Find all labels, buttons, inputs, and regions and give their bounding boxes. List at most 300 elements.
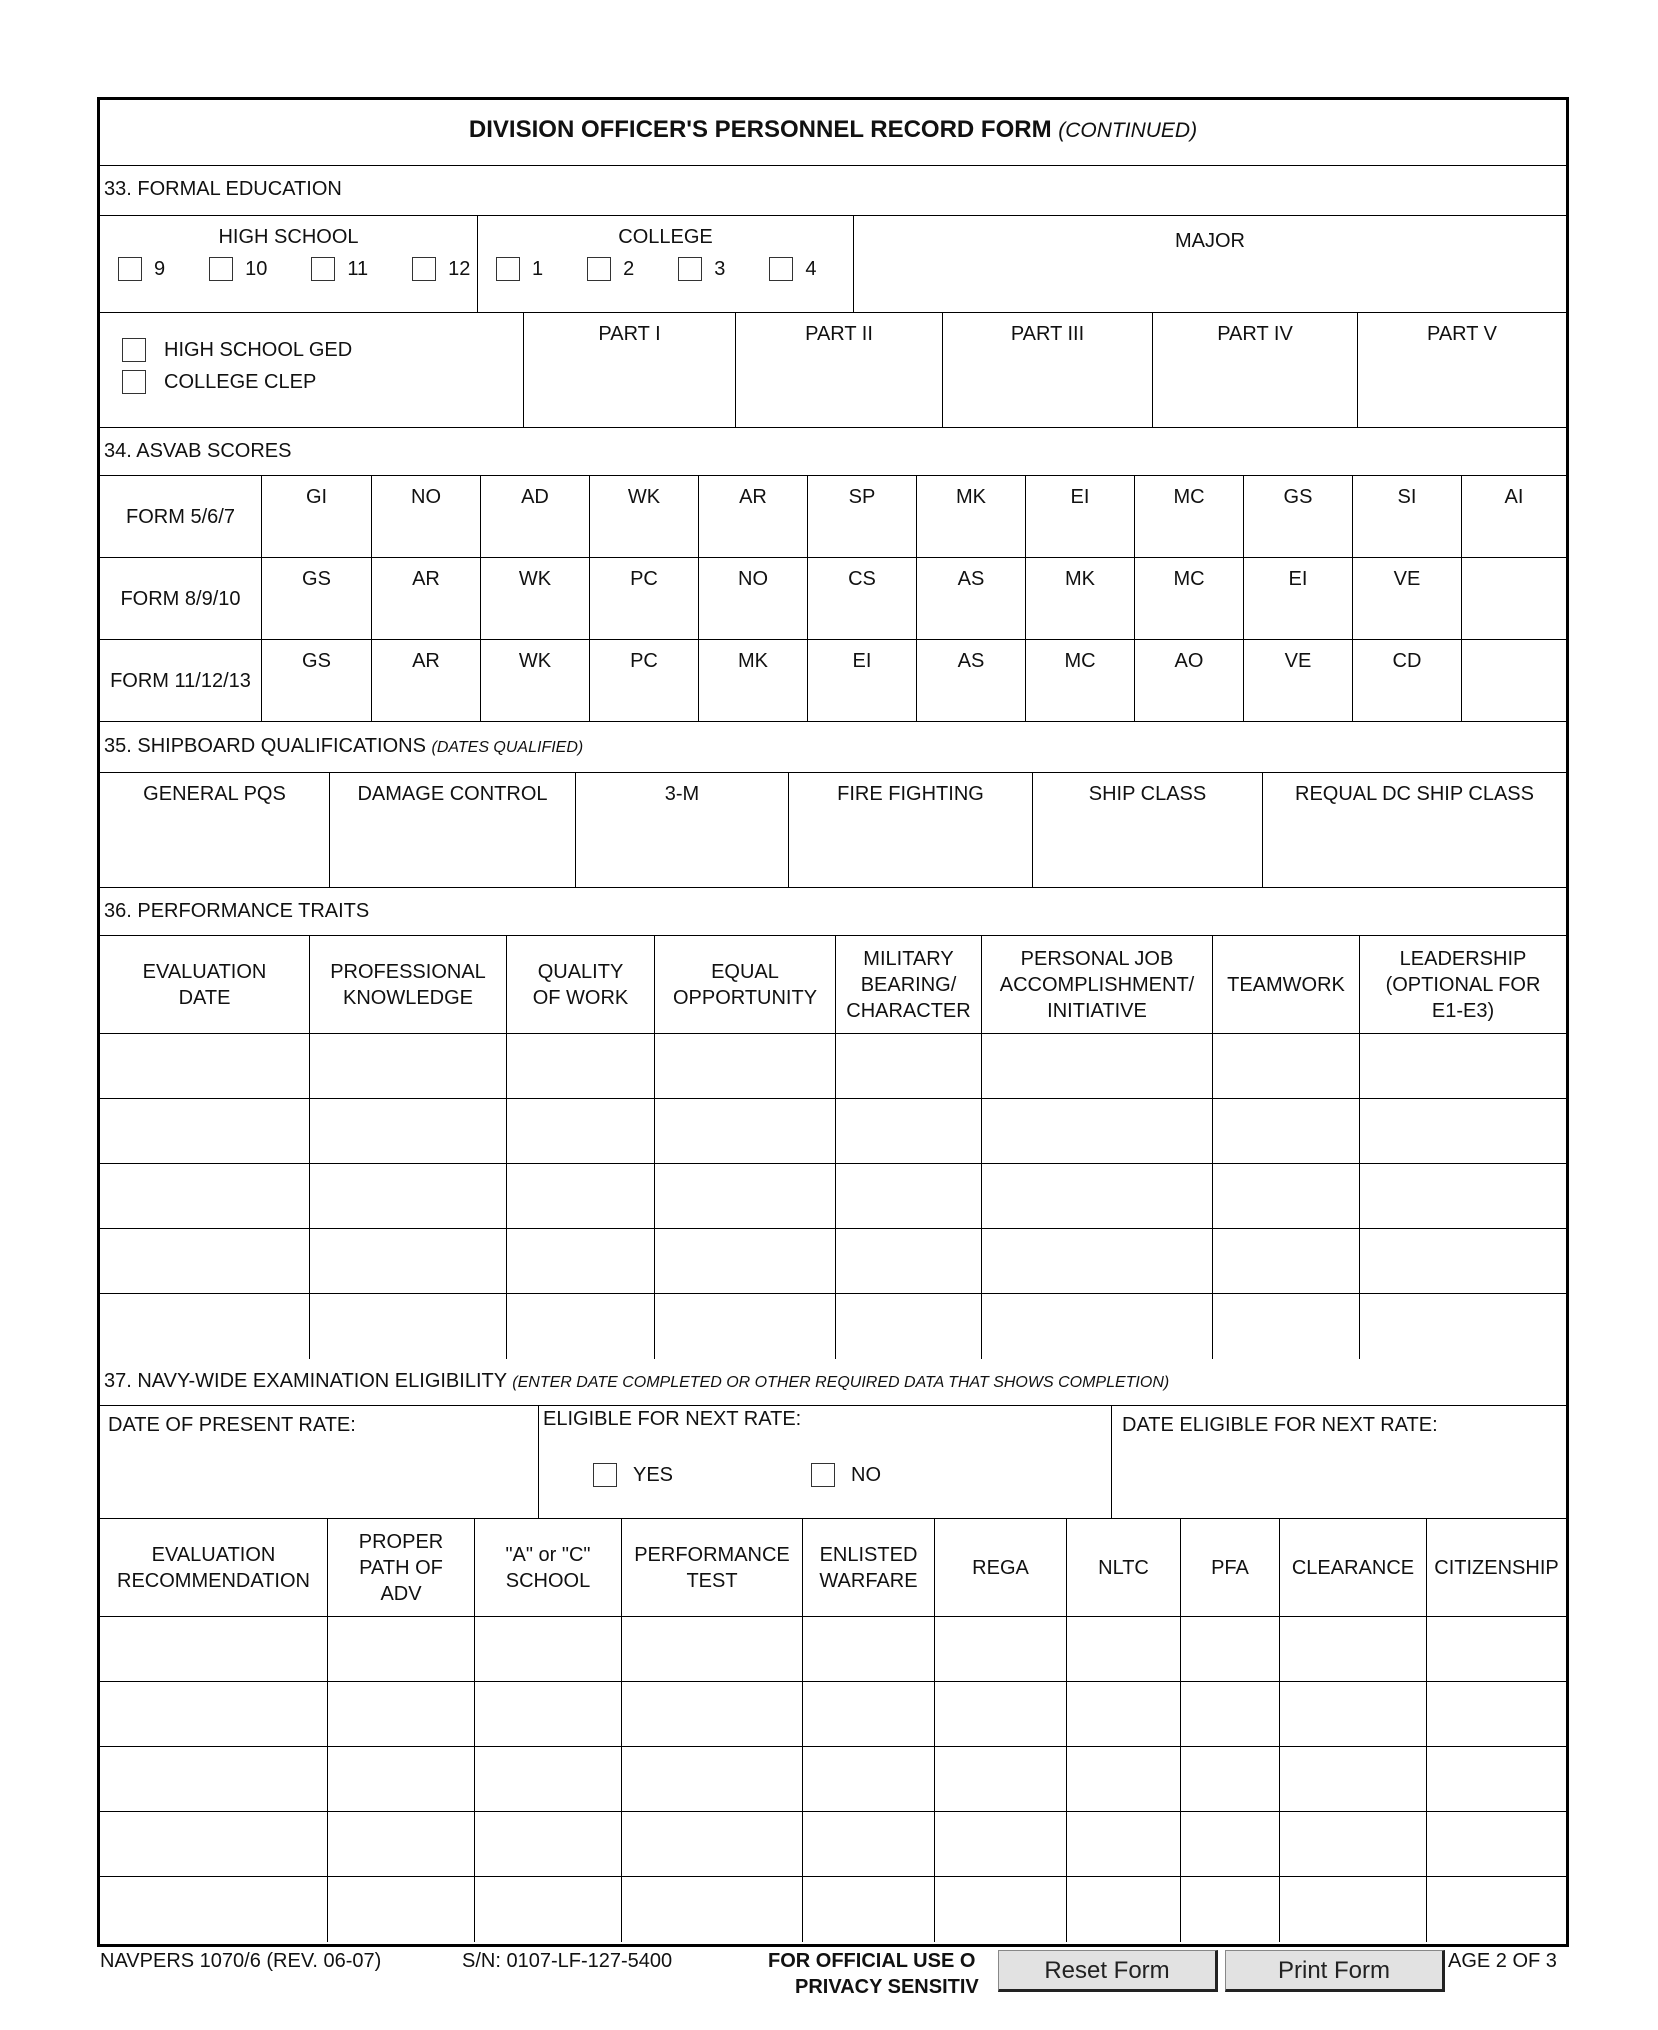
exam-header-line: EVALUATION bbox=[151, 1543, 276, 1566]
trait-cell[interactable] bbox=[507, 1034, 655, 1098]
section-37-heading bbox=[100, 1358, 1566, 1406]
college-year-option bbox=[678, 256, 725, 282]
asvab-score-label: GS bbox=[1283, 486, 1313, 508]
exam-cell[interactable] bbox=[1181, 1877, 1280, 1942]
shipboard-quals-row bbox=[100, 773, 1566, 888]
trait-cell[interactable] bbox=[982, 1099, 1213, 1163]
asvab-score-cell[interactable] bbox=[1244, 558, 1353, 639]
trait-cell[interactable] bbox=[507, 1294, 655, 1359]
exam-header-line: "A" or "C" bbox=[505, 1543, 591, 1566]
trait-header-line: QUALITY bbox=[537, 960, 624, 983]
asvab-score-label: WK bbox=[518, 568, 552, 590]
exam-cell[interactable] bbox=[1181, 1812, 1280, 1876]
exam-cell[interactable] bbox=[1067, 1682, 1181, 1746]
exam-cell[interactable] bbox=[1427, 1617, 1566, 1681]
asvab-row bbox=[100, 476, 1566, 558]
exam-header-line: REGA bbox=[972, 1556, 1029, 1579]
trait-cell[interactable] bbox=[655, 1164, 836, 1228]
trait-cell[interactable] bbox=[655, 1099, 836, 1163]
rate-eligibility-row bbox=[100, 1406, 1566, 1519]
part-2-label: PART II bbox=[805, 323, 873, 345]
yes-checkbox[interactable] bbox=[593, 1463, 617, 1487]
trait-header-line: BEARING/ bbox=[860, 973, 957, 996]
asvab-score-label: AR bbox=[739, 486, 767, 508]
qualification-label: GENERAL PQS bbox=[143, 783, 286, 805]
form-number: NAVPERS 1070/6 (REV. 06-07) bbox=[100, 1950, 382, 1972]
high-school-grade-label: 10 bbox=[245, 258, 268, 280]
exam-header-line: PROPER bbox=[358, 1530, 444, 1553]
asvab-score-label: NO bbox=[738, 568, 768, 590]
trait-cell[interactable] bbox=[310, 1294, 507, 1359]
trait-header-cell bbox=[1213, 936, 1360, 1033]
trait-cell[interactable] bbox=[982, 1164, 1213, 1228]
trait-cell[interactable] bbox=[100, 1164, 310, 1228]
high-school-grade-label: 12 bbox=[448, 258, 471, 280]
asvab-score-label: EI bbox=[1070, 486, 1090, 508]
trait-cell[interactable] bbox=[982, 1294, 1213, 1359]
trait-cell[interactable] bbox=[310, 1034, 507, 1098]
trait-cell[interactable] bbox=[836, 1294, 982, 1359]
clep-checkbox[interactable] bbox=[122, 370, 146, 394]
trait-cell[interactable] bbox=[655, 1294, 836, 1359]
asvab-score-label: GS bbox=[302, 650, 331, 672]
trait-cell[interactable] bbox=[507, 1164, 655, 1228]
exam-header-line: PERFORMANCE bbox=[634, 1543, 790, 1566]
exam-cell[interactable] bbox=[1280, 1747, 1427, 1811]
date-eligible-next-rate-label: DATE ELIGIBLE FOR NEXT RATE: bbox=[1122, 1414, 1438, 1436]
high-school-grade-label: 11 bbox=[347, 258, 369, 280]
exam-cell[interactable] bbox=[100, 1682, 328, 1746]
stock-number: S/N: 0107-LF-127-5400 bbox=[462, 1950, 673, 1972]
exam-header-line: CITIZENSHIP bbox=[1434, 1556, 1559, 1579]
yes-label: YES bbox=[633, 1464, 674, 1486]
asvab-score-cell[interactable] bbox=[372, 640, 481, 721]
asvab-score-cell[interactable] bbox=[1135, 640, 1244, 721]
asvab-form-cell bbox=[100, 640, 262, 721]
qualification-label: 3-M bbox=[664, 783, 700, 805]
asvab-score-label: AS bbox=[957, 650, 985, 672]
trait-header-label bbox=[1360, 936, 1566, 1033]
trait-row bbox=[100, 1229, 1566, 1294]
asvab-score-cell[interactable] bbox=[1244, 476, 1353, 557]
form-title-text: DIVISION OFFICER'S PERSONNEL RECORD FORM bbox=[468, 116, 1052, 143]
asvab-score-cell[interactable] bbox=[1244, 640, 1353, 721]
asvab-score-cell[interactable] bbox=[808, 476, 917, 557]
trait-cell[interactable] bbox=[1213, 1034, 1360, 1098]
trait-cell[interactable] bbox=[310, 1099, 507, 1163]
exam-cell[interactable] bbox=[803, 1682, 935, 1746]
trait-header-cell bbox=[982, 936, 1213, 1033]
trait-cell[interactable] bbox=[982, 1034, 1213, 1098]
exam-header-line: NLTC bbox=[1098, 1556, 1149, 1579]
section-37-heading-row bbox=[100, 1358, 1566, 1406]
asvab-score-label: VE bbox=[1284, 650, 1312, 672]
exam-cell[interactable] bbox=[1427, 1682, 1566, 1746]
exam-cell[interactable] bbox=[328, 1617, 475, 1681]
college-year-option bbox=[769, 256, 816, 282]
section-35-note: (DATES QUALIFIED) bbox=[431, 739, 584, 756]
college-year-label: 4 bbox=[805, 258, 817, 280]
exam-header-cell bbox=[1427, 1519, 1566, 1616]
asvab-score-cell[interactable] bbox=[699, 476, 808, 557]
exam-cell[interactable] bbox=[1280, 1877, 1427, 1942]
trait-header-line: KNOWLEDGE bbox=[342, 986, 474, 1009]
part-4-cell[interactable] bbox=[1153, 313, 1358, 427]
asvab-score-label: AR bbox=[412, 568, 440, 590]
trait-cell[interactable] bbox=[1360, 1294, 1566, 1359]
section-36-heading: 36. PERFORMANCE TRAITS bbox=[104, 900, 370, 922]
trait-cell[interactable] bbox=[310, 1229, 507, 1293]
exam-cell[interactable] bbox=[100, 1617, 328, 1681]
asvab-score-cell[interactable] bbox=[1353, 640, 1462, 721]
exam-cell[interactable] bbox=[803, 1747, 935, 1811]
exam-header-label bbox=[328, 1519, 474, 1616]
eligible-next-rate-cell bbox=[539, 1406, 1112, 1518]
trait-cell[interactable] bbox=[1213, 1099, 1360, 1163]
page-number: AGE 2 OF 3 bbox=[1448, 1950, 1557, 1972]
asvab-row bbox=[100, 640, 1566, 722]
section-35-heading bbox=[100, 723, 1566, 771]
trait-cell[interactable] bbox=[507, 1099, 655, 1163]
asvab-score-label: AR bbox=[412, 650, 440, 672]
exam-cell[interactable] bbox=[935, 1682, 1067, 1746]
asvab-score-label: SI bbox=[1397, 486, 1417, 508]
form-title-row bbox=[100, 100, 1566, 166]
exam-cell[interactable] bbox=[1181, 1617, 1280, 1681]
exam-header-cell bbox=[1280, 1519, 1427, 1616]
asvab-score-label: GI bbox=[305, 486, 328, 508]
asvab-score-cell[interactable] bbox=[808, 558, 917, 639]
trait-cell[interactable] bbox=[836, 1034, 982, 1098]
asvab-score-cell[interactable] bbox=[1026, 558, 1135, 639]
privacy-notice: PRIVACY SENSITIV bbox=[795, 1976, 979, 1998]
asvab-score-label: EI bbox=[852, 650, 872, 672]
part-5-cell[interactable] bbox=[1358, 313, 1566, 427]
fouo-notice: FOR OFFICIAL USE O bbox=[768, 1950, 976, 1972]
exam-cell[interactable] bbox=[328, 1812, 475, 1876]
exam-cell[interactable] bbox=[475, 1747, 622, 1811]
form-title bbox=[100, 100, 1566, 161]
asvab-score-label: MC bbox=[1173, 568, 1205, 590]
asvab-score-cell[interactable] bbox=[1462, 640, 1566, 721]
part-1-cell[interactable] bbox=[524, 313, 736, 427]
trait-cell[interactable] bbox=[100, 1099, 310, 1163]
exam-header-line: ENLISTED bbox=[819, 1543, 918, 1566]
exam-cell[interactable] bbox=[935, 1747, 1067, 1811]
exam-cell[interactable] bbox=[475, 1617, 622, 1681]
high-school-grade-option bbox=[311, 256, 368, 282]
asvab-score-cell[interactable] bbox=[1353, 476, 1462, 557]
trait-header-label bbox=[100, 936, 309, 1033]
exam-cell[interactable] bbox=[1427, 1747, 1566, 1811]
trait-header-line: PROFESSIONAL bbox=[330, 960, 486, 983]
trait-cell[interactable] bbox=[1360, 1034, 1566, 1098]
exam-cell[interactable] bbox=[803, 1617, 935, 1681]
section-37-title: 37. NAVY-WIDE EXAMINATION ELIGIBILITY bbox=[104, 1370, 507, 1392]
exam-header-cell bbox=[475, 1519, 622, 1616]
exam-cell[interactable] bbox=[328, 1747, 475, 1811]
trait-header-cell bbox=[655, 936, 836, 1033]
asvab-score-label: CS bbox=[848, 568, 876, 590]
ged-checkbox[interactable] bbox=[122, 338, 146, 362]
asvab-score-label: PC bbox=[630, 568, 658, 590]
trait-cell[interactable] bbox=[836, 1164, 982, 1228]
exam-cell[interactable] bbox=[622, 1617, 803, 1681]
exam-header-cell bbox=[328, 1519, 475, 1616]
trait-cell[interactable] bbox=[836, 1229, 982, 1293]
exam-cell[interactable] bbox=[935, 1812, 1067, 1876]
asvab-score-cell[interactable] bbox=[481, 558, 590, 639]
college-year-checkbox[interactable] bbox=[496, 257, 520, 281]
trait-header-label bbox=[655, 936, 835, 1033]
trait-cell[interactable] bbox=[507, 1229, 655, 1293]
exam-header-label bbox=[803, 1519, 934, 1616]
date-present-rate-label: DATE OF PRESENT RATE: bbox=[108, 1414, 356, 1436]
exam-cell[interactable] bbox=[1181, 1747, 1280, 1811]
qualification-cell[interactable] bbox=[100, 773, 330, 887]
exam-cell[interactable] bbox=[935, 1877, 1067, 1942]
trait-header-line: MILITARY bbox=[863, 947, 954, 970]
high-school-grade-option bbox=[118, 256, 165, 282]
asvab-score-cell[interactable] bbox=[262, 476, 372, 557]
no-checkbox[interactable] bbox=[811, 1463, 835, 1487]
exam-cell[interactable] bbox=[475, 1877, 622, 1942]
trait-header-line: CHARACTER bbox=[846, 999, 971, 1022]
trait-header-cell bbox=[1360, 936, 1566, 1033]
trait-cell[interactable] bbox=[100, 1034, 310, 1098]
trait-header-line: EVALUATION bbox=[142, 960, 267, 983]
high-school-grade-checkbox[interactable] bbox=[412, 257, 436, 281]
reset-form-button[interactable]: Reset Form bbox=[998, 1950, 1218, 1992]
asvab-score-cell[interactable] bbox=[1026, 476, 1135, 557]
college-options bbox=[496, 256, 817, 282]
exam-header-label bbox=[475, 1519, 621, 1616]
exam-cell[interactable] bbox=[803, 1877, 935, 1942]
trait-header-label bbox=[982, 936, 1212, 1033]
asvab-score-cell[interactable] bbox=[917, 558, 1026, 639]
trait-row bbox=[100, 1294, 1566, 1359]
trait-cell[interactable] bbox=[982, 1229, 1213, 1293]
college-year-label: 1 bbox=[532, 258, 544, 280]
trait-header-cell bbox=[836, 936, 982, 1033]
qualification-cell[interactable] bbox=[789, 773, 1033, 887]
exam-cell[interactable] bbox=[1067, 1877, 1181, 1942]
print-form-button[interactable]: Print Form bbox=[1225, 1950, 1445, 1992]
exam-cell[interactable] bbox=[622, 1812, 803, 1876]
exam-cell[interactable] bbox=[1067, 1747, 1181, 1811]
part-2-cell[interactable] bbox=[736, 313, 943, 427]
section-35-heading-row bbox=[100, 723, 1566, 773]
exam-cell[interactable] bbox=[1067, 1617, 1181, 1681]
asvab-score-cell[interactable] bbox=[262, 558, 372, 639]
asvab-score-cell[interactable] bbox=[1462, 558, 1566, 639]
trait-header-line: DATE bbox=[178, 986, 231, 1009]
trait-header-label bbox=[1213, 936, 1359, 1033]
exam-header-row bbox=[100, 1519, 1566, 1617]
exam-cell[interactable] bbox=[935, 1617, 1067, 1681]
asvab-score-label: AI bbox=[1504, 486, 1524, 508]
exam-header-line: RECOMMENDATION bbox=[117, 1569, 310, 1592]
trait-cell[interactable] bbox=[100, 1229, 310, 1293]
exam-cell[interactable] bbox=[1427, 1877, 1566, 1942]
college-year-checkbox[interactable] bbox=[769, 257, 793, 281]
exam-cell[interactable] bbox=[1181, 1682, 1280, 1746]
section-36-heading-row bbox=[100, 888, 1566, 936]
exam-header-line: TEST bbox=[686, 1569, 738, 1592]
qualification-cell[interactable] bbox=[1033, 773, 1263, 887]
asvab-score-cell[interactable] bbox=[1026, 640, 1135, 721]
trait-cell[interactable] bbox=[1360, 1229, 1566, 1293]
college-year-checkbox[interactable] bbox=[587, 257, 611, 281]
trait-cell[interactable] bbox=[1213, 1164, 1360, 1228]
asvab-score-label: MK bbox=[956, 486, 986, 508]
exam-cell[interactable] bbox=[328, 1877, 475, 1942]
trait-cell[interactable] bbox=[1213, 1294, 1360, 1359]
college-year-label: 3 bbox=[714, 258, 726, 280]
trait-cell[interactable] bbox=[836, 1099, 982, 1163]
high-school-grade-checkbox[interactable] bbox=[311, 257, 335, 281]
asvab-score-label: AD bbox=[521, 486, 549, 508]
qualification-label: REQUAL DC SHIP CLASS bbox=[1295, 783, 1534, 805]
education-level-row bbox=[100, 216, 1566, 313]
asvab-score-cell[interactable] bbox=[372, 558, 481, 639]
trait-row bbox=[100, 1099, 1566, 1164]
asvab-score-cell[interactable] bbox=[262, 640, 372, 721]
trait-header-label bbox=[836, 936, 981, 1033]
exam-header-line: WARFARE bbox=[819, 1569, 918, 1592]
exam-header-line: CLEARANCE bbox=[1291, 1556, 1415, 1579]
exam-header-label bbox=[1067, 1519, 1180, 1616]
asvab-score-cell[interactable] bbox=[917, 640, 1026, 721]
exam-cell[interactable] bbox=[1427, 1812, 1566, 1876]
exam-cell[interactable] bbox=[622, 1682, 803, 1746]
asvab-score-cell[interactable] bbox=[1135, 558, 1244, 639]
exam-header-label bbox=[935, 1519, 1066, 1616]
part-3-cell[interactable] bbox=[943, 313, 1153, 427]
exam-header-line: PFA bbox=[1211, 1556, 1249, 1579]
exam-cell[interactable] bbox=[328, 1682, 475, 1746]
date-eligible-next-rate-cell[interactable] bbox=[1112, 1406, 1566, 1518]
trait-cell[interactable] bbox=[100, 1294, 310, 1359]
exam-row bbox=[100, 1747, 1566, 1812]
qualification-label: DAMAGE CONTROL bbox=[357, 783, 548, 805]
trait-cell[interactable] bbox=[1360, 1099, 1566, 1163]
trait-header-line: E1-E3) bbox=[1431, 999, 1495, 1022]
ged-clep-cell bbox=[100, 313, 524, 427]
asvab-score-label: MK bbox=[738, 650, 768, 672]
asvab-score-label bbox=[1462, 558, 1566, 566]
exam-cell[interactable] bbox=[1067, 1812, 1181, 1876]
personnel-record-form bbox=[97, 97, 1569, 1947]
exam-cell[interactable] bbox=[475, 1682, 622, 1746]
exam-header-line: SCHOOL bbox=[505, 1569, 591, 1592]
asvab-score-label: NO bbox=[411, 486, 441, 508]
exam-cell[interactable] bbox=[1280, 1617, 1427, 1681]
exam-header-line: PATH OF bbox=[359, 1556, 443, 1579]
date-present-rate-cell[interactable] bbox=[100, 1406, 539, 1518]
trait-cell[interactable] bbox=[1213, 1229, 1360, 1293]
asvab-score-cell[interactable] bbox=[699, 558, 808, 639]
exam-cell[interactable] bbox=[475, 1812, 622, 1876]
part-4-label: PART IV bbox=[1217, 323, 1293, 345]
section-37-note: (ENTER DATE COMPLETED OR OTHER REQUIRED DATA THAT SHOWS COMPLETION) bbox=[512, 1374, 1170, 1391]
exam-cell[interactable] bbox=[100, 1877, 328, 1942]
college-year-option bbox=[587, 256, 634, 282]
major-cell[interactable] bbox=[854, 216, 1566, 312]
trait-header-line: PERSONAL JOB bbox=[1020, 947, 1174, 970]
college-year-option bbox=[496, 256, 543, 282]
asvab-score-label: MC bbox=[1064, 650, 1096, 672]
qualification-cell[interactable] bbox=[330, 773, 576, 887]
exam-header-cell bbox=[1067, 1519, 1181, 1616]
qualification-cell[interactable] bbox=[1263, 773, 1566, 887]
exam-cell[interactable] bbox=[100, 1747, 328, 1811]
trait-cell[interactable] bbox=[655, 1034, 836, 1098]
trait-cell[interactable] bbox=[655, 1229, 836, 1293]
exam-row bbox=[100, 1682, 1566, 1747]
asvab-score-cell[interactable] bbox=[590, 558, 699, 639]
exam-cell[interactable] bbox=[622, 1877, 803, 1942]
trait-header-line: EQUAL bbox=[711, 960, 779, 983]
exam-cell[interactable] bbox=[1280, 1812, 1427, 1876]
trait-header-line: ACCOMPLISHMENT/ bbox=[999, 973, 1195, 996]
trait-header-line: TEAMWORK bbox=[1227, 973, 1345, 996]
qualification-label: SHIP CLASS bbox=[1088, 783, 1207, 805]
exam-cell[interactable] bbox=[1280, 1682, 1427, 1746]
exam-header-cell bbox=[622, 1519, 803, 1616]
high-school-grade-checkbox[interactable] bbox=[209, 257, 233, 281]
asvab-score-cell[interactable] bbox=[590, 640, 699, 721]
high-school-grade-checkbox[interactable] bbox=[118, 257, 142, 281]
exam-header-label bbox=[1427, 1519, 1566, 1616]
asvab-score-cell[interactable] bbox=[1353, 558, 1462, 639]
asvab-score-cell[interactable] bbox=[1462, 476, 1566, 557]
exam-cell[interactable] bbox=[100, 1812, 328, 1876]
trait-cell[interactable] bbox=[1360, 1164, 1566, 1228]
high-school-grade-option bbox=[209, 256, 267, 282]
trait-header-line: (OPTIONAL FOR bbox=[1385, 973, 1541, 996]
high-school-label: HIGH SCHOOL bbox=[218, 226, 359, 248]
trait-header-cell bbox=[100, 936, 310, 1033]
section-34-heading-row bbox=[100, 428, 1566, 476]
asvab-score-label: MK bbox=[1065, 568, 1095, 590]
asvab-score-label: VE bbox=[1393, 568, 1421, 590]
exam-cell[interactable] bbox=[622, 1747, 803, 1811]
asvab-score-cell[interactable] bbox=[590, 476, 699, 557]
college-year-label: 2 bbox=[623, 258, 635, 280]
qualification-cell[interactable] bbox=[576, 773, 789, 887]
college-cell bbox=[478, 216, 854, 312]
asvab-score-cell[interactable] bbox=[808, 640, 917, 721]
trait-header-line: LEADERSHIP bbox=[1399, 947, 1527, 970]
asvab-score-label: PC bbox=[630, 650, 658, 672]
exam-row bbox=[100, 1617, 1566, 1682]
trait-cell[interactable] bbox=[310, 1164, 507, 1228]
asvab-score-cell[interactable] bbox=[699, 640, 808, 721]
form-title-suffix: (CONTINUED) bbox=[1058, 119, 1198, 142]
asvab-score-cell[interactable] bbox=[372, 476, 481, 557]
college-year-checkbox[interactable] bbox=[678, 257, 702, 281]
exam-header-cell bbox=[803, 1519, 935, 1616]
asvab-score-cell[interactable] bbox=[481, 640, 590, 721]
exam-header-label bbox=[1181, 1519, 1279, 1616]
high-school-cell bbox=[100, 216, 478, 312]
exam-header-label bbox=[100, 1519, 327, 1616]
exam-cell[interactable] bbox=[803, 1812, 935, 1876]
asvab-score-cell[interactable] bbox=[917, 476, 1026, 557]
asvab-score-cell[interactable] bbox=[1135, 476, 1244, 557]
asvab-score-cell[interactable] bbox=[481, 476, 590, 557]
